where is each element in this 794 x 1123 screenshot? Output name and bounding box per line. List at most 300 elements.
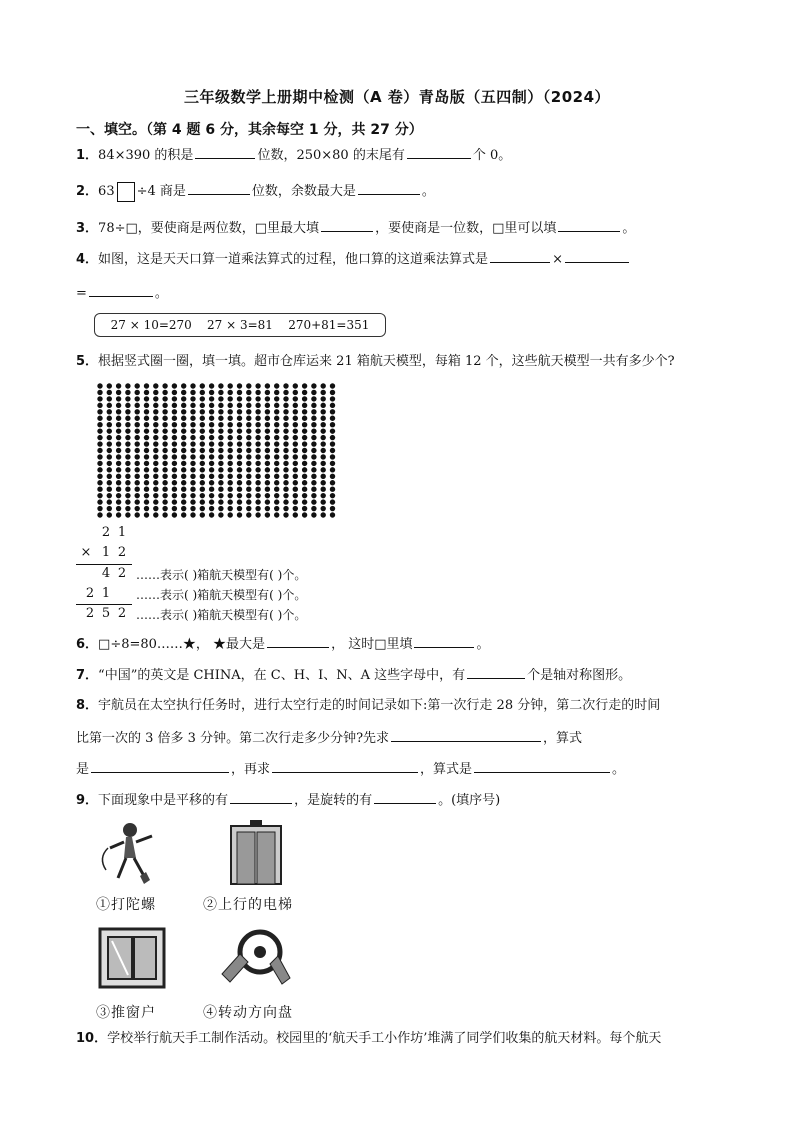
dot	[302, 467, 307, 472]
dot	[293, 474, 298, 479]
calc-step: 27 × 3=81	[207, 318, 273, 332]
dot	[181, 403, 186, 408]
dot	[302, 383, 307, 388]
dot	[237, 487, 242, 492]
dot	[125, 448, 130, 453]
dot	[200, 474, 205, 479]
dot	[116, 416, 121, 421]
dot	[172, 467, 177, 472]
dot	[116, 506, 121, 511]
dot	[237, 416, 242, 421]
dot	[274, 506, 279, 511]
dot	[190, 499, 195, 504]
dot	[321, 428, 326, 433]
dot	[265, 390, 270, 395]
dot	[181, 383, 186, 388]
question-4-cont: = 。	[76, 282, 168, 304]
dot	[107, 409, 112, 414]
dot	[144, 441, 149, 446]
dot	[274, 409, 279, 414]
dot	[181, 435, 186, 440]
dot	[172, 435, 177, 440]
dot	[97, 390, 102, 395]
answer-blank[interactable]	[414, 633, 474, 648]
dot	[190, 474, 195, 479]
dot	[321, 506, 326, 511]
dot	[311, 499, 316, 504]
dot	[209, 512, 214, 517]
dot	[265, 403, 270, 408]
dot	[107, 506, 112, 511]
answer-blank[interactable]	[490, 248, 550, 263]
dot	[246, 499, 251, 504]
dot	[283, 512, 288, 517]
dot	[116, 493, 121, 498]
dot	[293, 396, 298, 401]
dot	[274, 474, 279, 479]
dot	[228, 512, 233, 517]
dot	[200, 480, 205, 485]
option-caption: ②上行的电梯	[203, 897, 293, 913]
dot	[321, 448, 326, 453]
dot	[135, 461, 140, 466]
dot	[153, 403, 158, 408]
dot	[255, 512, 260, 517]
answer-blank[interactable]	[565, 248, 629, 263]
dot	[190, 480, 195, 485]
dot	[190, 435, 195, 440]
dot	[255, 416, 260, 421]
dot	[107, 461, 112, 466]
top-spinning-picture	[96, 818, 170, 888]
dot	[302, 461, 307, 466]
dot	[274, 454, 279, 459]
answer-blank[interactable]	[358, 180, 420, 195]
dot	[144, 474, 149, 479]
dot	[181, 487, 186, 492]
dot	[107, 441, 112, 446]
digit: 2	[85, 606, 95, 621]
dot	[265, 493, 270, 498]
dot	[255, 480, 260, 485]
dot	[237, 512, 242, 517]
dot	[97, 487, 102, 492]
answer-blank[interactable]	[230, 789, 292, 804]
dot	[172, 390, 177, 395]
dot	[311, 396, 316, 401]
dot	[293, 487, 298, 492]
dot	[209, 428, 214, 433]
dot	[330, 480, 335, 485]
dot	[237, 480, 242, 485]
dot	[274, 448, 279, 453]
dot	[302, 499, 307, 504]
dot	[218, 435, 223, 440]
dot	[116, 441, 121, 446]
dot	[283, 396, 288, 401]
dot	[107, 487, 112, 492]
dot	[153, 480, 158, 485]
dot	[311, 493, 316, 498]
dot	[125, 454, 130, 459]
question-5: 5．根据竖式圈一圈，填一填。超市仓库运来 21 箱航天模型，每箱 12 个，这些航天模型一共有多少个?	[76, 354, 675, 369]
dot	[293, 441, 298, 446]
dot	[274, 493, 279, 498]
dot	[311, 435, 316, 440]
answer-blank[interactable]	[267, 633, 329, 648]
dot	[209, 403, 214, 408]
dot	[228, 422, 233, 427]
dot	[218, 428, 223, 433]
dot	[218, 506, 223, 511]
question-8: 8．宇航员在太空执行任务时，进行太空行走的时间记录如下:第一次行走 28 分钟，第二次行走的时间	[76, 698, 661, 713]
dot	[107, 403, 112, 408]
option-caption: ①打陀螺	[96, 897, 156, 913]
dot	[97, 474, 102, 479]
dot	[200, 448, 205, 453]
answer-blank[interactable]	[474, 758, 610, 773]
dot	[162, 428, 167, 433]
dot	[255, 403, 260, 408]
dot	[228, 428, 233, 433]
dot	[330, 390, 335, 395]
dot	[135, 493, 140, 498]
dot	[125, 422, 130, 427]
dot	[172, 506, 177, 511]
dot	[265, 409, 270, 414]
dot	[255, 474, 260, 479]
dot	[135, 474, 140, 479]
section-heading: 一、填空。（第 4 题 6 分，其余每空 1 分，共 27 分）	[76, 122, 423, 138]
dot	[97, 480, 102, 485]
dot	[228, 493, 233, 498]
dot	[144, 499, 149, 504]
dot	[209, 461, 214, 466]
dot	[321, 396, 326, 401]
dot	[135, 403, 140, 408]
dot	[228, 474, 233, 479]
digit-box[interactable]	[117, 182, 135, 202]
dot	[209, 390, 214, 395]
dot	[302, 506, 307, 511]
dot	[265, 506, 270, 511]
dot	[135, 480, 140, 485]
dot	[274, 441, 279, 446]
dot	[172, 409, 177, 414]
dot	[283, 383, 288, 388]
dot	[153, 499, 158, 504]
answer-blank[interactable]	[407, 144, 471, 159]
dot	[218, 480, 223, 485]
dot	[283, 461, 288, 466]
dot	[246, 390, 251, 395]
dot	[209, 474, 214, 479]
dot	[265, 461, 270, 466]
dot	[200, 435, 205, 440]
dot	[228, 416, 233, 421]
dot	[228, 461, 233, 466]
dot	[162, 506, 167, 511]
dot	[302, 403, 307, 408]
dot	[237, 383, 242, 388]
dot	[135, 428, 140, 433]
dot	[228, 499, 233, 504]
dot	[181, 506, 186, 511]
dot	[293, 493, 298, 498]
dot	[246, 416, 251, 421]
dot	[237, 448, 242, 453]
dot	[172, 428, 177, 433]
dot	[246, 441, 251, 446]
dot	[107, 390, 112, 395]
rule-line	[76, 604, 132, 605]
question-9: 9．下面现象中是平移的有 ，是旋转的有 。(填序号)	[76, 789, 500, 811]
dot	[153, 435, 158, 440]
dot	[218, 461, 223, 466]
answer-blank[interactable]	[89, 282, 153, 297]
times-sign: ×	[80, 545, 92, 560]
dot	[97, 467, 102, 472]
answer-blank[interactable]	[272, 758, 418, 773]
dot	[293, 499, 298, 504]
dot	[97, 403, 102, 408]
dot	[172, 441, 177, 446]
dot	[274, 383, 279, 388]
dot	[265, 467, 270, 472]
dot	[311, 487, 316, 492]
dot	[209, 499, 214, 504]
dot	[237, 467, 242, 472]
dot	[162, 461, 167, 466]
dot	[311, 512, 316, 517]
dot	[218, 493, 223, 498]
dot	[97, 409, 102, 414]
dot	[125, 441, 130, 446]
dot	[283, 435, 288, 440]
answer-blank[interactable]	[467, 664, 525, 679]
dot	[321, 403, 326, 408]
dot	[293, 512, 298, 517]
dot	[181, 474, 186, 479]
dot	[246, 428, 251, 433]
blank-description[interactable]: ……表示( )箱航天模型有( )个。	[136, 588, 307, 602]
dot	[274, 512, 279, 517]
dot	[200, 461, 205, 466]
dot	[218, 383, 223, 388]
dot	[311, 467, 316, 472]
dot	[311, 390, 316, 395]
dot	[302, 409, 307, 414]
dot	[125, 409, 130, 414]
dot	[283, 454, 288, 459]
dot	[330, 474, 335, 479]
dot	[125, 506, 130, 511]
dot	[190, 396, 195, 401]
dot	[135, 390, 140, 395]
dot	[181, 390, 186, 395]
question-4: 4．如图，这是天天口算一道乘法算式的过程，他口算的这道乘法算式是 ×	[76, 248, 631, 270]
dot	[181, 448, 186, 453]
dot	[237, 441, 242, 446]
dot	[107, 480, 112, 485]
dot	[162, 474, 167, 479]
dot	[97, 461, 102, 466]
dot	[265, 474, 270, 479]
dot	[135, 416, 140, 421]
dot	[255, 487, 260, 492]
dot	[190, 383, 195, 388]
dot	[144, 383, 149, 388]
dot	[255, 461, 260, 466]
dot	[237, 506, 242, 511]
dot	[162, 396, 167, 401]
dot	[200, 422, 205, 427]
option-caption: ④转动方向盘	[203, 1005, 293, 1021]
dot	[330, 416, 335, 421]
dot	[172, 493, 177, 498]
dot	[97, 506, 102, 511]
dot	[209, 441, 214, 446]
dot	[302, 396, 307, 401]
dot	[283, 390, 288, 395]
dot	[125, 487, 130, 492]
dot	[255, 467, 260, 472]
dot	[144, 416, 149, 421]
dot	[283, 416, 288, 421]
dot	[135, 467, 140, 472]
dot	[116, 409, 121, 414]
dot	[283, 448, 288, 453]
dot	[321, 499, 326, 504]
dot	[228, 435, 233, 440]
dot	[330, 499, 335, 504]
dot	[125, 480, 130, 485]
dot	[274, 422, 279, 427]
dot	[125, 428, 130, 433]
dot	[107, 416, 112, 421]
dot	[321, 383, 326, 388]
dot	[172, 383, 177, 388]
dot	[330, 409, 335, 414]
dot	[293, 461, 298, 466]
dot	[200, 499, 205, 504]
dot	[172, 487, 177, 492]
dot	[283, 428, 288, 433]
dot	[293, 403, 298, 408]
blank-description[interactable]: ……表示( )箱航天模型有( )个。	[136, 608, 307, 622]
dot	[311, 461, 316, 466]
dot	[330, 506, 335, 511]
dot	[283, 506, 288, 511]
dot	[116, 428, 121, 433]
dot	[311, 383, 316, 388]
dot	[97, 422, 102, 427]
dot	[293, 435, 298, 440]
dot	[107, 428, 112, 433]
elevator-picture	[228, 820, 284, 886]
dot	[153, 383, 158, 388]
dot	[321, 390, 326, 395]
dot	[255, 435, 260, 440]
dot	[311, 403, 316, 408]
dot	[321, 454, 326, 459]
dot	[153, 428, 158, 433]
dot	[190, 390, 195, 395]
dot	[190, 428, 195, 433]
dot	[237, 474, 242, 479]
blank-description[interactable]: ……表示( )箱航天模型有( )个。	[136, 568, 307, 582]
dot	[302, 441, 307, 446]
dot	[153, 487, 158, 492]
dot	[302, 480, 307, 485]
dot	[228, 454, 233, 459]
dot	[209, 454, 214, 459]
dot	[302, 454, 307, 459]
dot	[162, 390, 167, 395]
dot	[274, 467, 279, 472]
dot	[311, 506, 316, 511]
dot	[181, 493, 186, 498]
dot	[330, 461, 335, 466]
answer-blank[interactable]	[195, 144, 255, 159]
dot	[302, 422, 307, 427]
digit: 2	[117, 545, 127, 560]
answer-blank[interactable]	[374, 789, 436, 804]
dot	[265, 428, 270, 433]
dot	[209, 416, 214, 421]
dot	[172, 422, 177, 427]
dot	[330, 403, 335, 408]
dot	[209, 409, 214, 414]
dot	[218, 409, 223, 414]
dot	[135, 487, 140, 492]
dot	[321, 435, 326, 440]
dot	[302, 435, 307, 440]
dot	[97, 441, 102, 446]
answer-blank[interactable]	[188, 180, 250, 195]
dot	[153, 441, 158, 446]
dot	[283, 409, 288, 414]
option-caption: ③推窗户	[96, 1005, 156, 1021]
answer-blank[interactable]	[558, 217, 620, 232]
dot	[162, 487, 167, 492]
dot	[283, 403, 288, 408]
digit: 4	[101, 566, 111, 581]
dot	[181, 454, 186, 459]
answer-blank[interactable]	[321, 217, 373, 232]
question-8-line2: 比第一次的 3 倍多 3 分钟。第二次行走多少分钟?先求 ，算式	[76, 727, 582, 749]
dot	[144, 480, 149, 485]
dot-array[interactable]	[97, 383, 337, 519]
dot	[190, 461, 195, 466]
dot	[116, 454, 121, 459]
steering-wheel-picture	[218, 924, 296, 990]
dot	[293, 448, 298, 453]
dot	[190, 416, 195, 421]
answer-blank[interactable]	[91, 758, 229, 773]
dot	[153, 506, 158, 511]
dot	[135, 506, 140, 511]
dot	[265, 416, 270, 421]
dot	[293, 467, 298, 472]
dot	[228, 480, 233, 485]
dot	[162, 409, 167, 414]
answer-blank[interactable]	[391, 727, 541, 742]
dot	[330, 454, 335, 459]
dot	[172, 461, 177, 466]
dot	[293, 428, 298, 433]
dot	[237, 428, 242, 433]
